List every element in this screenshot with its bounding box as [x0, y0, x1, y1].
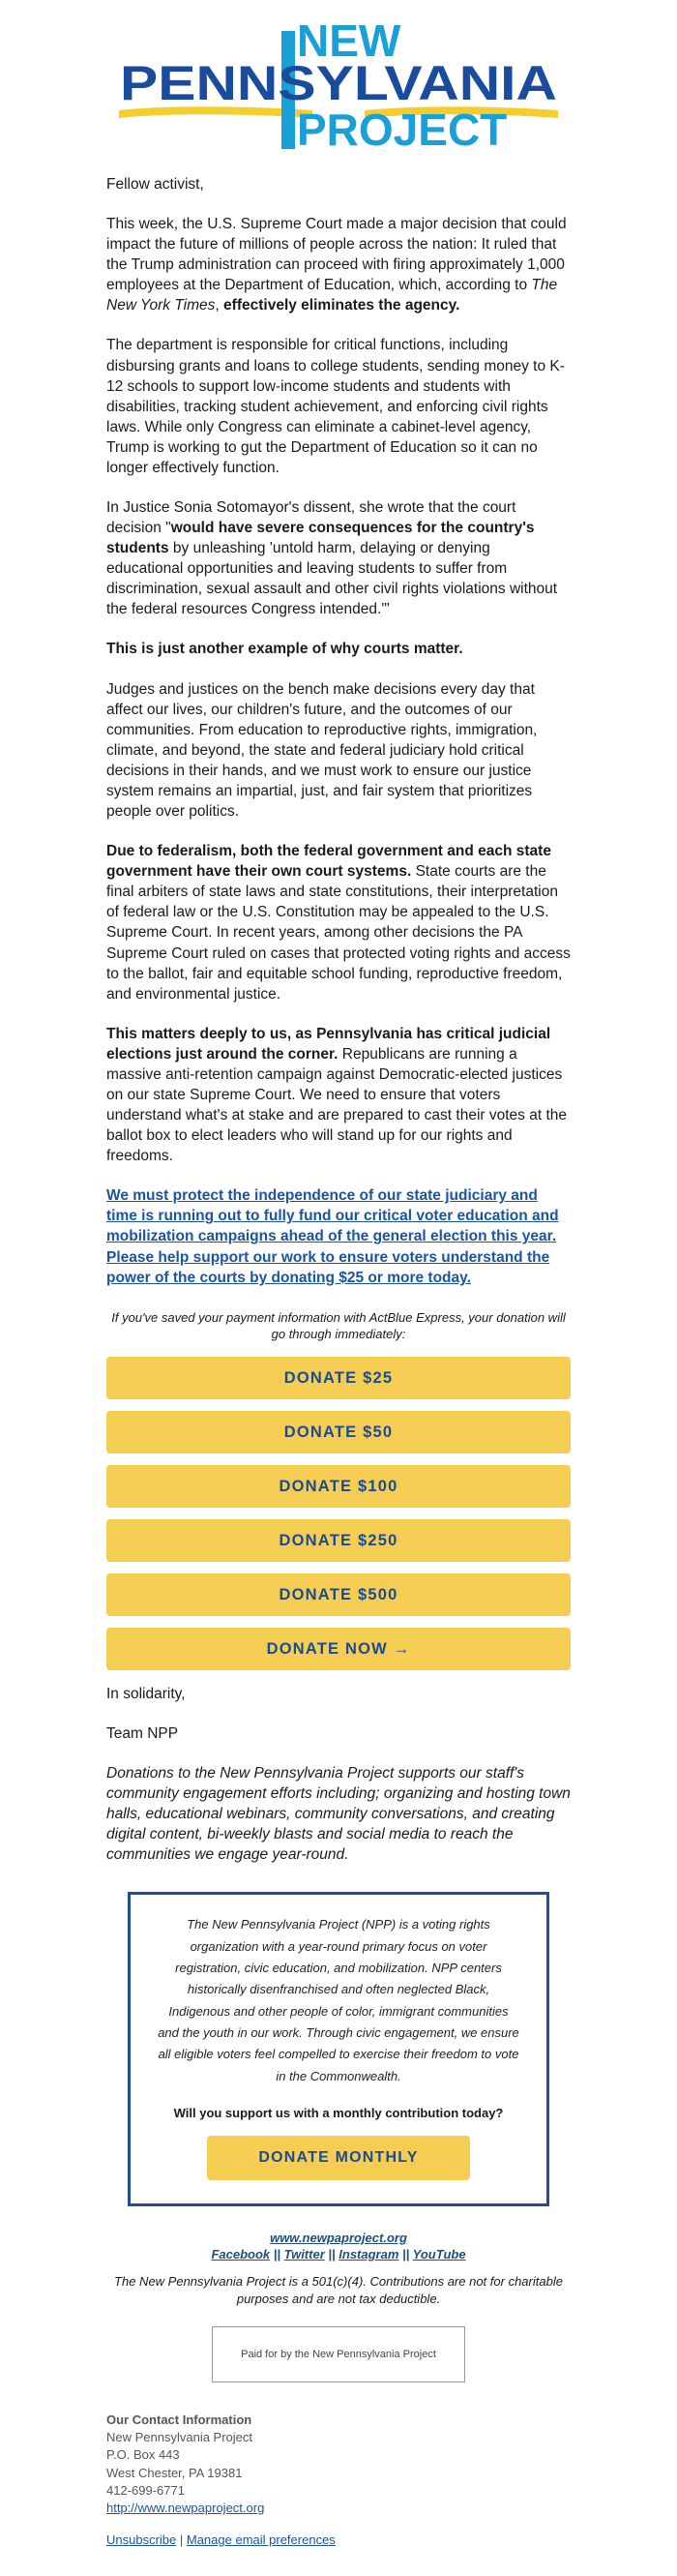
- elections-emphasis: This matters deeply to us, as Pennsylvania has critical judicial elections just around the corner.: [106, 1025, 551, 1063]
- about-box: [128, 1892, 549, 2206]
- paragraph-supreme-court: [106, 214, 571, 315]
- paragraph-elections: [106, 1024, 571, 1167]
- elections-text: Republicans are running a massive anti-retention campaign against Democratic-elected justices on our state Supreme Court. We need to ensure that voters understand what's at stake and are prepared to cast their votes at the ballot box to elect leaders who will stand up for our rights and freedoms.: [106, 1045, 567, 1165]
- link-separator: ||: [270, 2247, 284, 2262]
- team-signature: Team NPP: [106, 1724, 179, 1742]
- logo-new: NEW: [297, 15, 401, 66]
- about-text: The New Pennsylvania Project (NPP) is a voting rights organization with a year-round primary focus on voter registration, civic education, and mobilization. NPP centers historically disenfranchised and often neglected Black, Indigenous and other people of color, immigrant communities and the youth in our work. Through civic engagement, we ensure all eligible voters feel compelled to exercise their freedom to vote in the Commonwealth.: [158, 1917, 519, 2083]
- logo-pennsylvania: PENNSYLVANIA: [120, 56, 557, 110]
- instagram-link[interactable]: Instagram: [338, 2247, 399, 2262]
- contact-name: New Pennsylvania Project: [106, 2430, 253, 2445]
- actblue-note: If you've saved your payment information with ActBlue Express, your donation will go through immediately:: [111, 1309, 566, 1342]
- paragraph-department: The department is responsible for critical functions, including disbursing grants and loans to college students, sending money to K-12 schools to support low-income students and students with disabilities, tracking student achievement, and enforcing civil rights laws. While only Congress can eliminate a cabinet-level agency, Trump is working to gut the Department of Education so it can no longer effectively function.: [106, 337, 565, 476]
- donate-100-button[interactable]: DONATE $100: [106, 1465, 571, 1508]
- donate-25-button[interactable]: DONATE $25: [106, 1357, 571, 1399]
- contact-city: West Chester, PA 19381: [106, 2465, 243, 2480]
- donate-button-group: [106, 1357, 571, 1670]
- tax-disclaimer: The New Pennsylvania Project is a 501(c)(4). Contributions are not for charitable purposes and are not tax deductible.: [114, 2273, 563, 2306]
- logo-project: PROJECT: [297, 105, 508, 155]
- donate-now-button[interactable]: DONATE NOW →: [106, 1628, 571, 1670]
- p3-quote: by unleashing 'untold harm, delaying or denying educational opportunities and leaving students to suffer from discrimination, sexual assault and other civil rights violations without the federal resources Congress intended.'": [106, 540, 558, 618]
- donate-250-button[interactable]: DONATE $250: [106, 1519, 571, 1562]
- monthly-ask: Will you support us with a monthly contribution today?: [173, 2106, 504, 2121]
- nyt-citation: The New York Times: [106, 277, 558, 315]
- manage-preferences-link[interactable]: Manage email preferences: [186, 2532, 336, 2548]
- donation-note: Donations to the New Pennsylvania Project supports our staff's community engagement efforts including; organizing and hosting town halls, educational webinars, community conversations, and creating digital content, bi-weekly blasts and social media to reach the communities we engage year-round.: [106, 1764, 571, 1864]
- unsubscribe-link[interactable]: Unsubscribe: [106, 2532, 177, 2548]
- email-body: [0, 155, 677, 2382]
- p3-emphasis: would have severe consequences for the country's students: [106, 520, 535, 557]
- twitter-link[interactable]: Twitter: [283, 2247, 325, 2262]
- contact-heading: Our Contact Information: [106, 2412, 252, 2428]
- youtube-link[interactable]: YouTube: [412, 2247, 466, 2262]
- social-links: [106, 2230, 571, 2263]
- npp-logo: [111, 10, 566, 155]
- contact-website-link[interactable]: http://www.newpaproject.org: [106, 2500, 265, 2515]
- p1-comma: ,: [215, 297, 224, 315]
- federalism-text: State courts are the final arbiters of state laws and state constitutions, their interpretation of federal law or the U.S. Constitution may be appealed to the U.S. Supreme Court. In recent years, among other decisions the PA Supreme Court ruled on cases that protected voting rights and access to the ballot, fair and equitable school funding, reproductive freedom, and environmental justice.: [106, 863, 571, 1003]
- email-page: [0, 10, 677, 2576]
- contact-phone: 412-699-6771: [106, 2482, 185, 2498]
- signoff: In solidarity,: [106, 1685, 186, 1702]
- link-separator: ||: [398, 2247, 413, 2262]
- greeting: Fellow activist,: [106, 176, 204, 193]
- donate-500-button[interactable]: DONATE $500: [106, 1573, 571, 1616]
- paragraph-dissent: [106, 497, 571, 619]
- p3-intro: In Justice Sonia Sotomayor's dissent, she wrote that the court decision ": [106, 499, 516, 537]
- contact-info: [0, 2382, 677, 2517]
- paragraph-federalism: [106, 841, 571, 1004]
- facebook-link[interactable]: Facebook: [211, 2247, 271, 2262]
- courts-matter-heading: This is just another example of why courts matter.: [106, 641, 463, 658]
- donate-cta-link[interactable]: We must protect the independence of our state judiciary and time is running out to fully fund our critical voter education and mobilization campaigns ahead of the general election this year. Please help support our work to ensure voters understand the power of the courts by donating $25 or more today.: [106, 1187, 559, 1286]
- contact-po-box: P.O. Box 443: [106, 2447, 180, 2463]
- footer-divider: |: [176, 2532, 187, 2548]
- paragraph-courts-matter: [106, 639, 571, 659]
- paragraph-judges: Judges and justices on the bench make decisions every day that affect our lives, our children's future, and the outcomes of our communities. From education to reproductive rights, immigration, climate, and beyond, the state and federal judiciary hold critical decisions in their hands, and we must work to ensure our justice system remains an impartial, just, and fair system that prioritizes people over politics.: [106, 680, 538, 821]
- website-link[interactable]: www.newpaproject.org: [270, 2230, 407, 2245]
- link-separator: ||: [324, 2247, 339, 2262]
- donate-50-button[interactable]: DONATE $50: [106, 1411, 571, 1453]
- paid-for-box: Paid for by the New Pennsylvania Project: [212, 2326, 465, 2382]
- federalism-emphasis: Due to federalism, both the federal government and each state government have their own court systems.: [106, 843, 551, 881]
- p1-emphasis: effectively eliminates the agency.: [223, 297, 460, 315]
- p1-text: This week, the U.S. Supreme Court made a major decision that could impact the future of millions of people across the nation: It ruled that the Trump administration can proceed with firing approximately 1,000 employees at the Department of Education, which, according to: [106, 216, 567, 294]
- donate-monthly-button[interactable]: DONATE MONTHLY: [207, 2136, 470, 2180]
- email-footer: [0, 2517, 677, 2576]
